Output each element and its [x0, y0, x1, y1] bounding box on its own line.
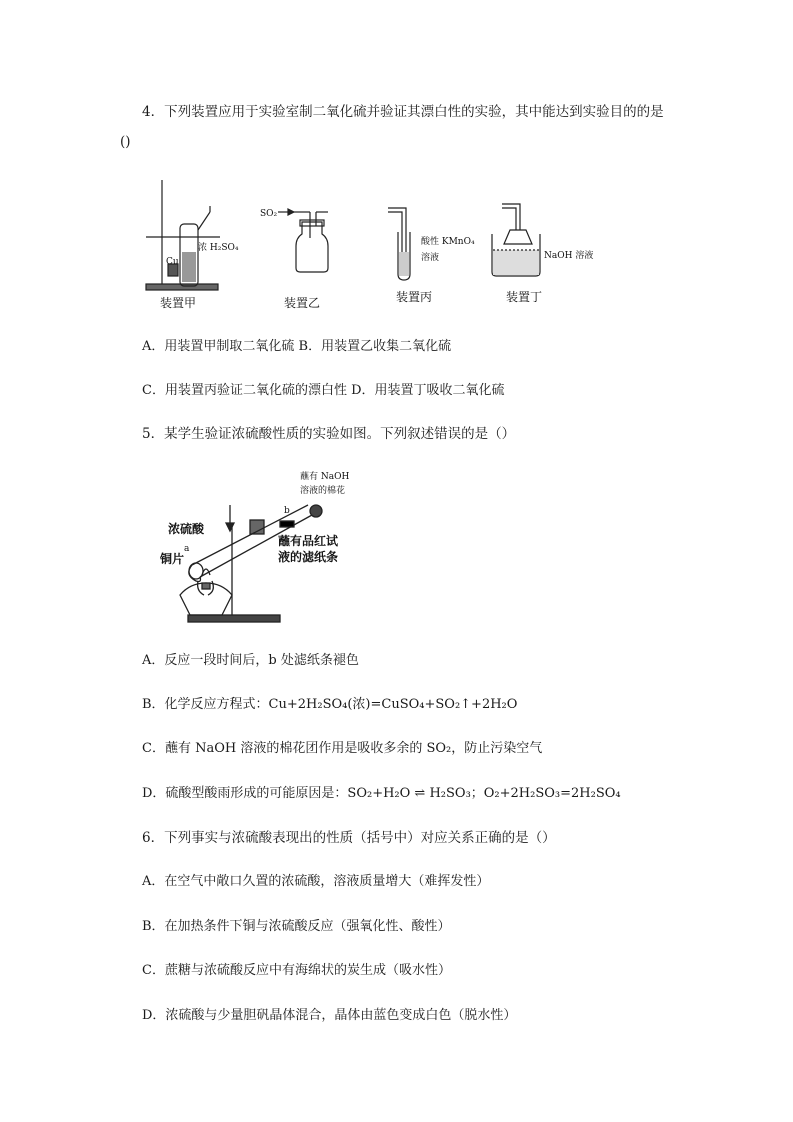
- q5-option-c: C．蘸有 NaOH 溶液的棉花团作用是吸收多余的 SO₂，防止污染空气: [142, 741, 543, 756]
- q6-option-a: A．在空气中敞口久置的浓硫酸，溶液质量增大（难挥发性）: [142, 874, 490, 889]
- q5-option-a: A．反应一段时间后，b 处滤纸条褪色: [142, 653, 359, 668]
- caption-ding: 装置丁: [506, 290, 543, 304]
- q4-answer-paren: (): [120, 134, 131, 150]
- label-cotton-naoh-1: 蘸有 NaOH: [300, 472, 350, 482]
- apparatus-yi: [278, 209, 328, 272]
- apparatus-jia: [146, 180, 220, 290]
- caption-yi: 装置乙: [284, 296, 321, 310]
- label-cotton-naoh-2: 溶液的棉花: [300, 486, 346, 496]
- label-a: a: [184, 544, 190, 554]
- label-solution: 溶液: [421, 253, 440, 263]
- apparatus-bing: [388, 208, 410, 280]
- label-naoh-solution: NaOH 溶液: [544, 251, 594, 261]
- label-copper-sheet: 铜片: [160, 552, 185, 566]
- q4-apparatus-figure: [140, 172, 620, 312]
- q5-option-b: B．化学反应方程式：Cu+2H₂SO₄(浓)=CuSO₄+SO₂↑+2H₂O: [142, 697, 518, 712]
- label-acidic-kmno4: 酸性 KMnO₄: [421, 237, 475, 247]
- label-cu: Cu: [166, 257, 179, 267]
- q6-option-c: C．蔗糖与浓硫酸反应中有海绵状的炭生成（吸水性）: [142, 963, 451, 978]
- q4-option-cd: C．用装置丙验证二氧化硫的漂白性 D．用装置丁吸收二氧化硫: [142, 383, 505, 398]
- label-b: b: [284, 506, 290, 516]
- label-so2: SO₂: [260, 209, 278, 219]
- q4-option-ab: A．用装置甲制取二氧化硫 B．用装置乙收集二氧化硫: [142, 339, 452, 354]
- label-conc-sulfuric-acid: 浓硫酸: [168, 522, 205, 536]
- q6-option-b: B．在加热条件下铜与浓硫酸反应（强氧化性、酸性）: [142, 919, 451, 934]
- q5-option-d: D．硫酸型酸雨形成的可能原因是：SO₂+H₂O ⇌ H₂SO₃；O₂+2H₂SO₃=2H₂SO₄: [142, 786, 621, 801]
- caption-bing: 装置丙: [396, 290, 433, 304]
- q4-stem: 4．下列装置应用于实验室制二氧化硫并验证其漂白性的实验，其中能达到实验目的的是: [142, 104, 664, 120]
- caption-jia: 装置甲: [160, 296, 197, 310]
- q5-stem: 5．某学生验证浓硫酸性质的实验如图。下列叙述错误的是（）: [142, 426, 516, 442]
- q6-option-d: D．浓硫酸与少量胆矾晶体混合，晶体由蓝色变成白色（脱水性）: [142, 1008, 517, 1023]
- apparatus-ding: [492, 204, 540, 276]
- q5-apparatus-figure: [160, 465, 380, 635]
- label-filter-paper-1: 蘸有品红试: [278, 534, 339, 548]
- label-filter-paper-2: 液的滤纸条: [278, 550, 339, 564]
- label-conc-h2so4: 浓 H₂SO₄: [198, 243, 239, 253]
- q6-stem: 6．下列事实与浓硫酸表现出的性质（括号中）对应关系正确的是（）: [142, 830, 556, 846]
